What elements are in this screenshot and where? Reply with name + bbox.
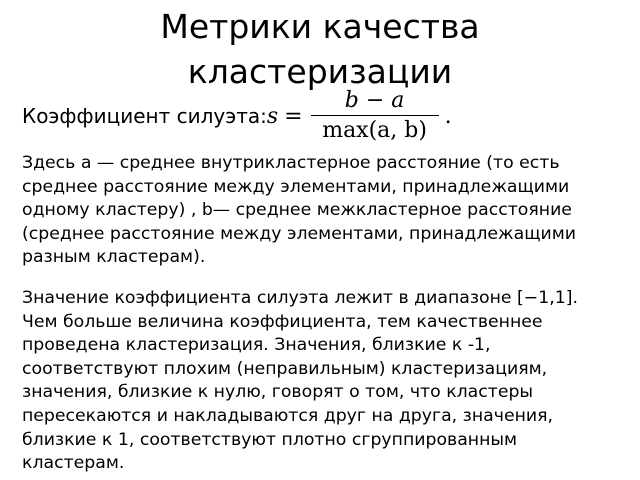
paragraph2-line: Чем больше величина коэффициента, тем качественнее — [22, 311, 543, 332]
paragraph2-line: соответствуют плохим (неправильным) кластеризациям, — [22, 358, 548, 379]
paragraph2-line: пересекаются и накладываются друг на друга, значения, — [22, 405, 553, 426]
slide-title — [0, 4, 640, 94]
range-paragraph — [22, 287, 622, 476]
formula-fraction — [311, 89, 439, 144]
paragraph1-line: среднее расстояние между элементами, принадлежащими — [22, 176, 570, 197]
paragraph2-line: проведена кластеризация. Значения, близкие к -1, — [22, 335, 491, 356]
paragraph2-line: кластерам. — [22, 453, 125, 474]
formula-denominator: max(a, b) — [322, 118, 427, 144]
silhouette-label: Коэффициент силуэта: — [22, 104, 267, 128]
title-line-2: кластеризации — [187, 52, 453, 91]
formula-numerator: b − a — [344, 87, 405, 113]
silhouette-definition — [22, 84, 452, 148]
paragraph2-line: Значение коэффициента силуэта лежит в диапазоне [−1,1]. — [22, 288, 578, 308]
paragraph1-line: (cреднее расстояние между элементами, принадлежащими — [22, 223, 576, 244]
paragraph2-line: значения, близкие к нулю, говорят о том, что кластеры — [22, 382, 534, 403]
title-line-1: Метрики качества — [160, 7, 480, 46]
formula-lhs: s — [266, 103, 279, 129]
silhouette-formula — [267, 89, 452, 144]
definition-paragraph — [22, 152, 622, 270]
formula-period: . — [444, 103, 452, 129]
formula-equals: = — [284, 103, 303, 129]
paragraph1-line: Здесь a — среднее внутрикластерное расстояние (то есть — [22, 153, 560, 173]
paragraph1-line: одному кластеру) , b— среднее межкластерное расстояние — [22, 200, 572, 221]
paragraph2-line: близкие к 1, соответствуют плотно сгруппированным — [22, 429, 518, 450]
paragraph1-line: разным кластерам). — [22, 247, 206, 268]
